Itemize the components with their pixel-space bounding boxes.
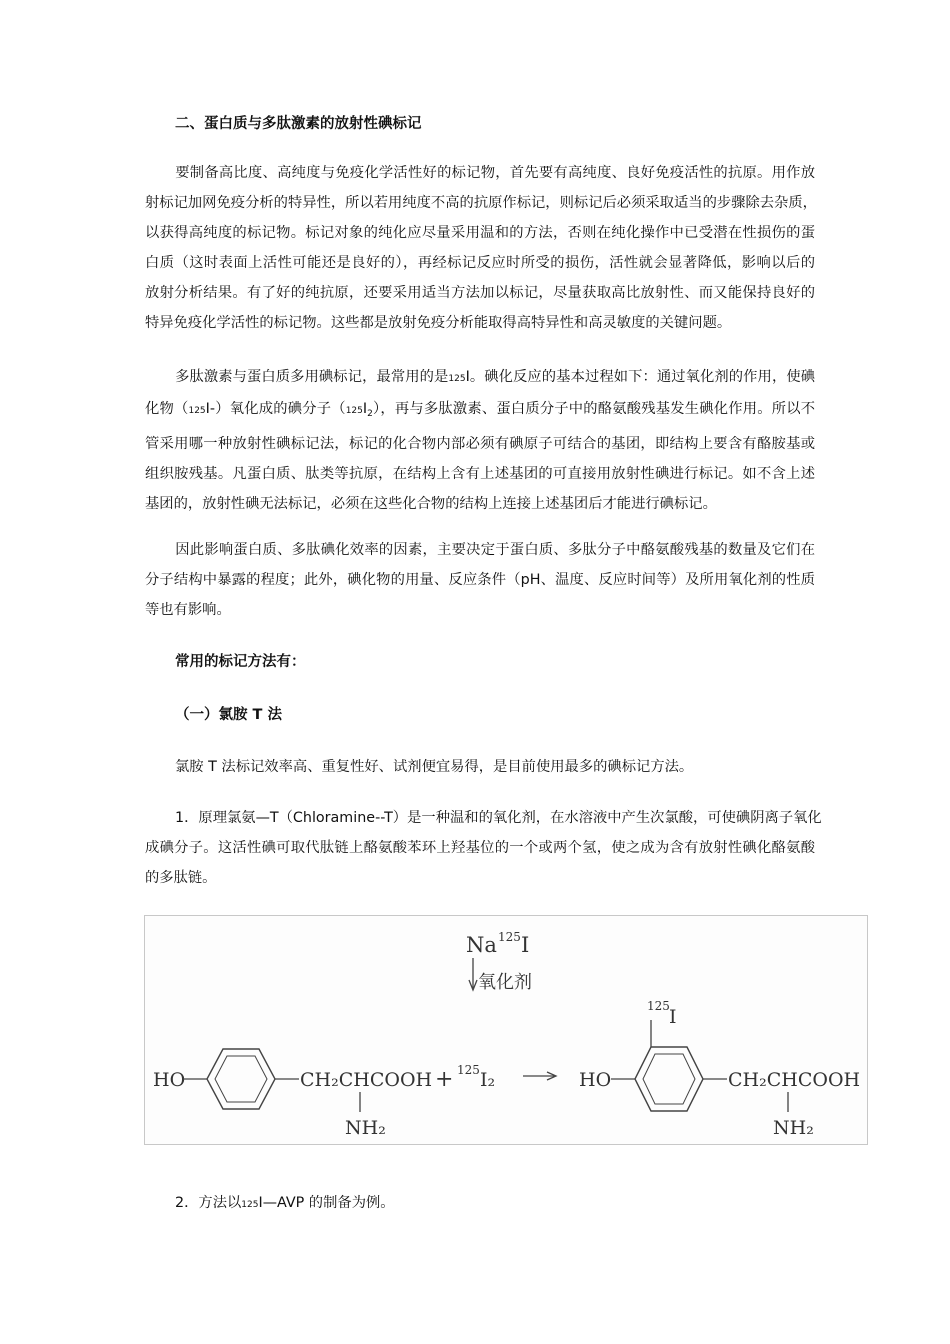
iodo-sup: 125 [647,999,670,1013]
para1-line: 以获得高纯度的标记物。标记对象的纯化应尽量采用温和的方法，否则在纯化操作中已受潜在性损伤的蛋 [145,225,815,241]
para1-line: 要制备高比度、高纯度与免疫化学活性好的标记物，首先要有高纯度、良好免疫活性的抗原。用作放 [175,165,815,181]
reagent-na: Na [466,933,497,957]
plus-sign: + [435,1067,454,1092]
ho-left: HO [153,1069,186,1091]
oxidant-label: 氧化剂 [478,972,532,993]
method1-intro: 氯胺 T 法标记效率高、重复性好、试剂便宜易得，是目前使用最多的碘标记方法。 [175,759,694,775]
principle-line: 的多肽链。 [145,870,217,886]
reagent-i: I [521,933,530,957]
chain-right: CH₂CHCOOH [728,1069,861,1091]
para1-line: 白质（这时表面上活性可能还是良好的），再经标记反应时所受的损伤，活性就会显著降低，影响以后的 [145,255,815,271]
principle-line: 成碘分子。这活性碘可取代肽链上酪氨酸苯环上羟基位的一个或两个氢，使之成为含有放射性碘化酪氨酸 [145,840,815,856]
reaction-figure [144,915,868,1145]
para1-line: 射标记加网免疫分析的特异性，所以若用纯度不高的抗原作标记，则标记后必须采取适当的步骤除去杂质， [145,195,817,211]
para2-line: 管采用哪一种放射性碘标记法，标记的化合物内部必须有碘原子可结合的基团，即结构上要含有酪胺基或 [145,436,815,452]
para2-line: 基团的，放射性碘无法标记，必须在这些化合物的结构上连接上述基团后才能进行碘标记。 [145,496,717,512]
para1-line: 放射分析结果。有了好的纯抗原，还要采用适当方法加以标记，尽量获取高比放射性、而又能保持良好的 [145,285,815,301]
benzene-ring-left [207,1049,275,1109]
methods-heading: 常用的标记方法有： [175,654,306,670]
benzene-inner-left [215,1056,267,1102]
para1-line: 特异免疫化学活性的标记物。这些都是放射免疫分析能取得高特异性和高灵敏度的关键问题。 [145,315,732,331]
para2-line: 多肽激素与蛋白质多用碘标记，最常用的是125I。碘化反应的基本过程如下：通过氧化剂的作用，使碘 [175,369,816,385]
paragraph-iodination [145,362,815,519]
reagent-sup: 125 [498,930,521,944]
method1-heading: （一）氯胺 T 法 [175,707,282,723]
iodo-atom: I [669,1006,677,1028]
method-step-text-2: I—AVP 的制备为例。 [258,1195,395,1211]
nh2-right: NH₂ [773,1117,814,1139]
reaction-diagram [145,916,869,1146]
method-step-text: 2．方法以 [175,1195,242,1211]
method-step-sup: 125 [241,1200,259,1210]
ho-right: HO [579,1069,612,1091]
paragraph-principle [145,803,822,893]
chain-left: CH₂CHCOOH [300,1069,433,1091]
nh2-left: NH₂ [345,1117,386,1139]
paragraph-factors [145,535,815,625]
section-title: 二、蛋白质与多肽激素的放射性碘标记 [175,116,422,132]
para2-line: 化物（125I-）氧化成的碘分子$(125I_2)$，再与多肽激素、蛋白质分子中的酪氨酸残基发生碘化作用。所以不 [145,401,816,419]
para3-line: 因此影响蛋白质、多肽碘化效率的因素，主要决定于蛋白质、多肽分子中酪氨酸残基的数量及它们在 [175,542,815,558]
para3-line: 等也有影响。 [145,602,231,618]
iodine-sup: 125 [457,1063,480,1077]
para3-line: 分子结构中暴露的程度；此外，碘化物的用量、反应条件（pH、温度、反应时间等）及所用氧化剂的性质 [145,572,815,588]
principle-line: 1．原理氯氨—T（Chloramine--T）是一种温和的氧化剂，在水溶液中产生次氯酸，可使碘阴离子氧化 [175,810,822,826]
para2-line: 组织胺残基。凡蛋白质、肽类等抗原，在结构上含有上述基团的可直接用放射性碘进行标记。如不含上述 [145,466,815,482]
iodine-molecule: I₂ [480,1069,496,1091]
benzene-ring-right [635,1047,703,1111]
method-step [175,1188,815,1220]
benzene-inner-right [643,1054,695,1104]
paragraph-purity [145,158,815,338]
